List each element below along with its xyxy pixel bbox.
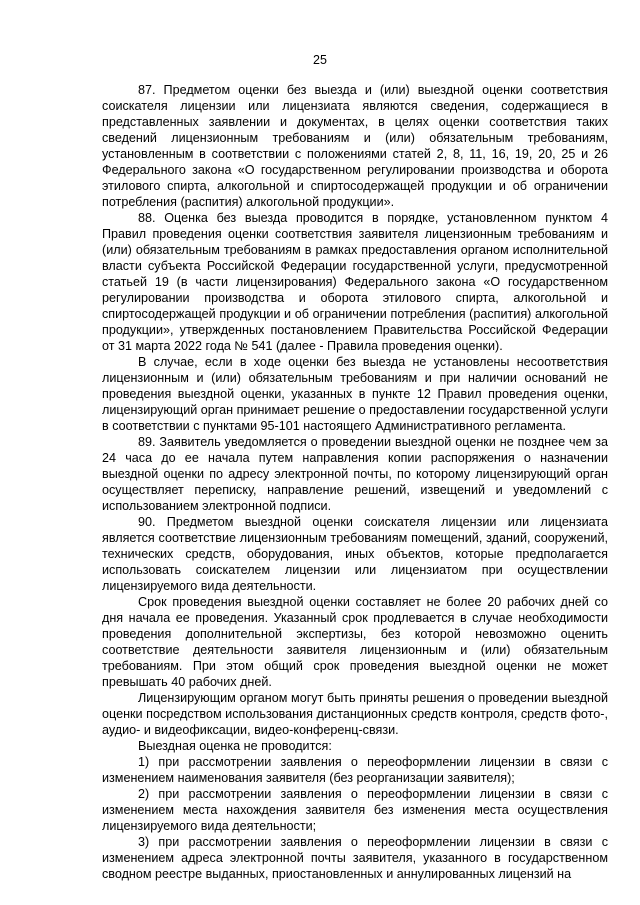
paragraph-90-remote: Лицензирующим органом могут быть приняты решения о проведении выездной оценки посредством использования дистанционных средств контроля, средств фото-, аудио- и видеофиксации, видео-конференц-связи. [102, 691, 608, 737]
list-item-1: 1) при рассмотрении заявления о переоформлении лицензии в связи с изменением наименования заявителя (без реорганизации заявителя); [102, 755, 608, 785]
paragraph-89: 89. Заявитель уведомляется о проведении выездной оценки не позднее чем за 24 часа до ее начала путем направления копии распоряжения о назначении выездной оценки по адресу электронной почты, по которому лицензирующий орган осуществляет переписку, направление решений, извещений и уведомлений с использованием электронной подписи. [102, 435, 608, 513]
document-body [102, 82, 608, 882]
paragraph-90: 90. Предметом выездной оценки соискателя лицензии или лицензиата является соответствие лицензионным требованиям помещений, зданий, сооружений, технических средств, оборудования, иных объектов, которые предполагается использовать соискателем лицензии или лицензиатом при осуществлении лицензируемого вида деятельности. [102, 515, 608, 593]
paragraph-90-term: Срок проведения выездной оценки составляет не более 20 рабочих дней со дня начала ее проведения. Указанный срок продлевается в случае необходимости проведения дополнительной экспертизы, без которой невозможно оценить соответствие деятельности заявителя лицензионным и (или) обязательным требованиям. При этом общий срок проведения выездной оценки не может превышать 40 рабочих дней. [102, 595, 608, 689]
paragraph-90-not-conducted: Выездная оценка не проводится: [138, 739, 332, 753]
paragraph-88-case: В случае, если в ходе оценки без выезда не установлены несоответствия лицензионным и (или) обязательным требованиям и при наличии оснований не проведения выездной оценки, указанных в пункте 12 Правил проведения оценки, лицензирующий орган принимает решение о предоставлении государственной услуги в соответствии с пунктами 95-101 настоящего Административного регламента. [102, 355, 608, 433]
list-item-2: 2) при рассмотрении заявления о переоформлении лицензии в связи с изменением места нахождения заявителя без изменения места осуществления лицензируемого вида деятельности; [102, 787, 608, 833]
paragraph-87: 87. Предметом оценки без выезда и (или) выездной оценки соответствия соискателя лицензии или лицензиата являются сведения, содержащиеся в представленных заявлении и документах, в целях оценки соответствия таких сведений лицензионным требованиям и (или) обязательным требованиям, установленным в соответствии с положениями статей 2, 8, 11, 16, 19, 20, 25 и 26 Федерального закона «О государственном регулировании производства и оборота этилового спирта, алкогольной и спиртосодержащей продукции и об ограничении потребления (распития) алкогольной продукции». [102, 83, 608, 209]
page-number: 25 [313, 53, 327, 67]
list-item-3: 3) при рассмотрении заявления о переоформлении лицензии в связи с изменением адреса электронной почты заявителя, указанного в государственном сводном реестре выданных, приостановленных и аннулированных лицензий на [102, 835, 608, 881]
paragraph-88: 88. Оценка без выезда проводится в порядке, установленном пунктом 4 Правил проведения оценки соответствия заявителя лицензионным требованиям и (или) обязательным требованиям в рамках предоставления органом исполнительной власти субъекта Российской Федерации государственной услуги, предусмотренной статьей 19 (в части лицензирования) Федерального закона «О государственном регулировании производства и оборота этилового спирта, алкогольной и спиртосодержащей продукции и об ограничении потребления (распития) алкогольной продукции», утвержденных постановлением Правительства Российской Федерации от 31 марта 2022 года № 541 (далее - Правила проведения оценки). [102, 211, 608, 353]
